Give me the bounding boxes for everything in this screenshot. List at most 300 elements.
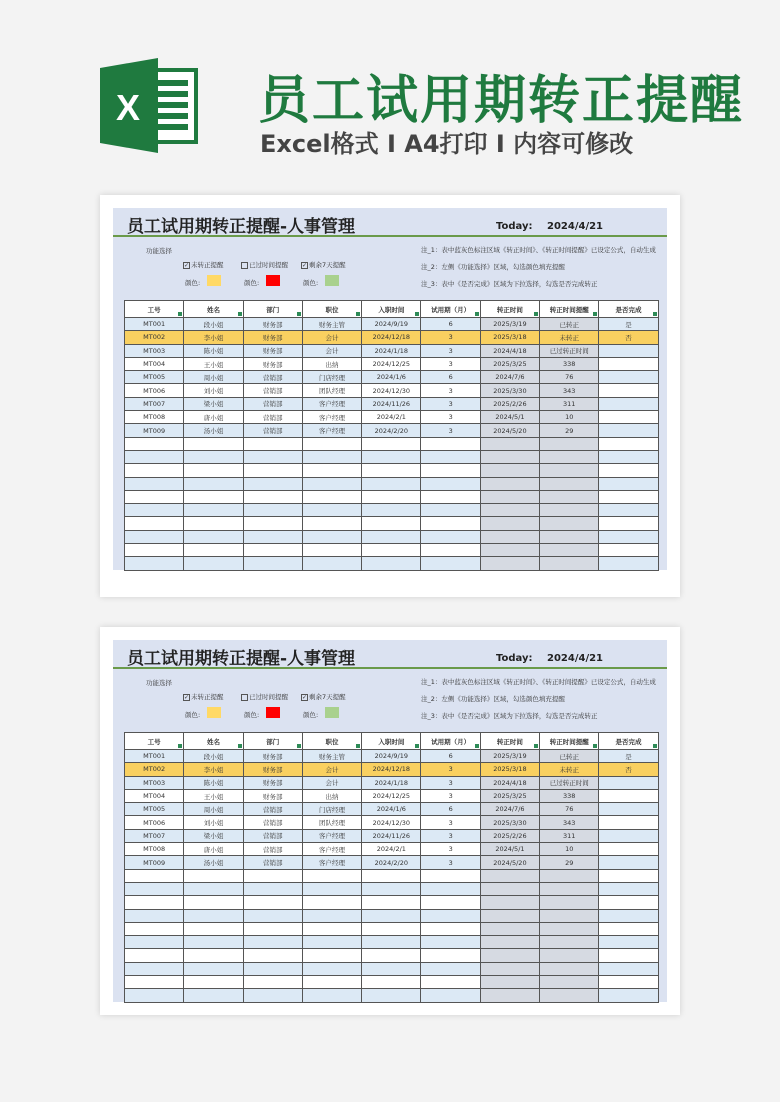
table-cell[interactable]: 3 [421, 397, 480, 410]
table-cell[interactable] [184, 477, 243, 490]
table-cell[interactable] [243, 464, 302, 477]
table-cell[interactable]: 客户经理 [302, 397, 361, 410]
table-cell[interactable] [362, 557, 421, 570]
table-cell[interactable] [540, 962, 599, 975]
table-cell[interactable] [243, 909, 302, 922]
table-cell[interactable] [480, 557, 539, 570]
table-cell[interactable] [302, 896, 361, 909]
table-cell[interactable] [599, 949, 658, 962]
table-cell[interactable] [125, 530, 184, 543]
table-cell[interactable]: 2024/2/20 [362, 424, 421, 437]
table-cell[interactable] [599, 504, 658, 517]
table-cell[interactable] [184, 989, 243, 1002]
table-cell[interactable]: 3 [421, 843, 480, 856]
table-cell[interactable] [302, 962, 361, 975]
table-cell[interactable]: 2024/5/20 [480, 856, 539, 869]
table-cell[interactable] [599, 530, 658, 543]
table-cell[interactable]: 是 [599, 318, 658, 331]
table-cell[interactable]: 否 [599, 331, 658, 344]
table-cell[interactable]: 6 [421, 803, 480, 816]
table-cell[interactable] [599, 490, 658, 503]
table-cell[interactable] [243, 949, 302, 962]
table-cell[interactable] [599, 803, 658, 816]
column-header[interactable] [184, 733, 243, 750]
table-cell[interactable] [599, 371, 658, 384]
table-cell[interactable] [302, 909, 361, 922]
table-cell[interactable]: 唐小姐 [184, 843, 243, 856]
table-cell[interactable] [125, 437, 184, 450]
column-header[interactable] [480, 301, 539, 318]
table-cell[interactable]: 311 [540, 397, 599, 410]
table-cell[interactable] [421, 936, 480, 949]
table-cell[interactable] [599, 936, 658, 949]
table-cell[interactable]: 营销部 [243, 803, 302, 816]
table-cell[interactable]: 团队经理 [302, 816, 361, 829]
table-cell[interactable] [480, 936, 539, 949]
table-cell[interactable] [421, 869, 480, 882]
table-cell[interactable] [125, 949, 184, 962]
column-header[interactable] [362, 733, 421, 750]
table-cell[interactable]: MT001 [125, 750, 184, 763]
table-cell[interactable]: 343 [540, 384, 599, 397]
table-cell[interactable] [599, 829, 658, 842]
filter-dropdown-icon[interactable] [534, 744, 538, 748]
table-cell[interactable] [125, 976, 184, 989]
table-cell[interactable]: 2024/7/6 [480, 371, 539, 384]
table-cell[interactable]: 营销部 [243, 843, 302, 856]
table-cell[interactable] [243, 557, 302, 570]
table-cell[interactable]: 王小姐 [184, 789, 243, 802]
column-header[interactable] [421, 733, 480, 750]
table-cell[interactable]: 2024/11/26 [362, 829, 421, 842]
table-cell[interactable]: 梁小姐 [184, 397, 243, 410]
table-cell[interactable]: 出纳 [302, 357, 361, 370]
table-cell[interactable]: MT002 [125, 763, 184, 776]
filter-dropdown-icon[interactable] [534, 312, 538, 316]
option-checkbox[interactable]: ✓ 未转正提醒 [184, 261, 224, 269]
table-cell[interactable]: 李小姐 [184, 331, 243, 344]
table-cell[interactable] [480, 530, 539, 543]
table-cell[interactable]: 财务部 [243, 344, 302, 357]
table-cell[interactable]: 2024/4/18 [480, 776, 539, 789]
table-cell[interactable] [599, 843, 658, 856]
option-checkbox[interactable]: ✓ 未转正提醒 [184, 693, 224, 701]
table-cell[interactable]: 2024/9/19 [362, 750, 421, 763]
table-cell[interactable]: MT005 [125, 371, 184, 384]
table-cell[interactable]: 财务部 [243, 357, 302, 370]
table-cell[interactable] [599, 989, 658, 1002]
table-cell[interactable]: 10 [540, 843, 599, 856]
table-cell[interactable] [302, 976, 361, 989]
table-cell[interactable] [599, 896, 658, 909]
table-cell[interactable]: 2024/7/6 [480, 803, 539, 816]
table-cell[interactable]: 营销部 [243, 384, 302, 397]
table-cell[interactable]: 2025/3/25 [480, 789, 539, 802]
table-cell[interactable] [302, 464, 361, 477]
table-cell[interactable]: 财务部 [243, 776, 302, 789]
table-cell[interactable] [362, 490, 421, 503]
table-cell[interactable]: 2024/1/18 [362, 344, 421, 357]
table-cell[interactable]: 3 [421, 776, 480, 789]
table-cell[interactable] [480, 869, 539, 882]
table-cell[interactable] [302, 504, 361, 517]
table-cell[interactable] [243, 882, 302, 895]
table-cell[interactable] [540, 464, 599, 477]
table-cell[interactable] [480, 437, 539, 450]
table-cell[interactable]: 刘小姐 [184, 384, 243, 397]
table-cell[interactable]: 财务主管 [302, 750, 361, 763]
table-cell[interactable]: 是 [599, 750, 658, 763]
table-cell[interactable] [540, 896, 599, 909]
column-header[interactable] [540, 733, 599, 750]
table-cell[interactable] [362, 464, 421, 477]
table-cell[interactable] [480, 949, 539, 962]
table-cell[interactable]: 2024/12/18 [362, 331, 421, 344]
table-cell[interactable] [184, 530, 243, 543]
table-cell[interactable]: 2025/3/30 [480, 816, 539, 829]
table-cell[interactable]: 客户经理 [302, 829, 361, 842]
table-cell[interactable]: 已转正 [540, 750, 599, 763]
table-cell[interactable] [125, 557, 184, 570]
table-cell[interactable]: 338 [540, 789, 599, 802]
table-cell[interactable] [243, 477, 302, 490]
table-cell[interactable]: 团队经理 [302, 384, 361, 397]
table-cell[interactable]: MT004 [125, 357, 184, 370]
table-cell[interactable]: MT004 [125, 789, 184, 802]
table-cell[interactable]: 2024/2/1 [362, 843, 421, 856]
table-cell[interactable] [362, 437, 421, 450]
checkbox-icon[interactable] [241, 262, 248, 269]
table-cell[interactable]: 6 [421, 318, 480, 331]
table-cell[interactable]: 2024/1/6 [362, 803, 421, 816]
table-cell[interactable] [480, 962, 539, 975]
table-cell[interactable] [302, 490, 361, 503]
column-header[interactable] [243, 301, 302, 318]
table-cell[interactable] [599, 477, 658, 490]
filter-dropdown-icon[interactable] [415, 312, 419, 316]
column-header[interactable] [184, 301, 243, 318]
column-header[interactable] [125, 733, 184, 750]
table-cell[interactable]: MT002 [125, 331, 184, 344]
table-cell[interactable] [125, 869, 184, 882]
table-cell[interactable]: 门店经理 [302, 803, 361, 816]
table-cell[interactable]: 311 [540, 829, 599, 842]
table-cell[interactable] [599, 517, 658, 530]
table-cell[interactable] [184, 909, 243, 922]
table-cell[interactable] [480, 976, 539, 989]
table-cell[interactable]: 会计 [302, 776, 361, 789]
table-cell[interactable] [540, 450, 599, 463]
table-cell[interactable] [243, 989, 302, 1002]
table-cell[interactable]: 2025/3/19 [480, 750, 539, 763]
table-cell[interactable] [421, 530, 480, 543]
filter-dropdown-icon[interactable] [238, 744, 242, 748]
table-cell[interactable]: 3 [421, 829, 480, 842]
table-cell[interactable] [362, 530, 421, 543]
filter-dropdown-icon[interactable] [653, 744, 657, 748]
table-cell[interactable] [599, 776, 658, 789]
table-cell[interactable] [362, 976, 421, 989]
table-cell[interactable] [599, 397, 658, 410]
table-cell[interactable] [243, 437, 302, 450]
table-cell[interactable]: 营销部 [243, 397, 302, 410]
table-cell[interactable]: 财务部 [243, 763, 302, 776]
column-header[interactable] [302, 301, 361, 318]
table-cell[interactable] [599, 450, 658, 463]
table-cell[interactable] [480, 544, 539, 557]
filter-dropdown-icon[interactable] [297, 744, 301, 748]
table-cell[interactable] [243, 922, 302, 935]
table-cell[interactable] [540, 437, 599, 450]
table-cell[interactable] [243, 517, 302, 530]
table-cell[interactable] [302, 517, 361, 530]
table-cell[interactable] [540, 490, 599, 503]
table-cell[interactable] [302, 544, 361, 557]
table-cell[interactable] [540, 557, 599, 570]
table-cell[interactable] [362, 922, 421, 935]
table-cell[interactable]: MT007 [125, 397, 184, 410]
table-cell[interactable] [540, 949, 599, 962]
table-cell[interactable] [421, 909, 480, 922]
table-cell[interactable] [421, 450, 480, 463]
filter-dropdown-icon[interactable] [593, 312, 597, 316]
table-cell[interactable]: 2024/12/25 [362, 789, 421, 802]
table-cell[interactable] [184, 517, 243, 530]
table-cell[interactable]: 段小姐 [184, 750, 243, 763]
table-cell[interactable] [125, 896, 184, 909]
table-cell[interactable] [421, 490, 480, 503]
table-cell[interactable] [599, 344, 658, 357]
table-cell[interactable] [599, 962, 658, 975]
checkbox-icon[interactable]: ✓ [184, 693, 190, 701]
table-cell[interactable] [184, 437, 243, 450]
table-cell[interactable] [480, 490, 539, 503]
table-cell[interactable] [302, 437, 361, 450]
option-checkbox[interactable]: ✓ 剩余7天提醒 [302, 261, 346, 269]
table-cell[interactable]: 3 [421, 384, 480, 397]
table-cell[interactable] [599, 909, 658, 922]
column-header[interactable] [125, 301, 184, 318]
table-cell[interactable] [362, 477, 421, 490]
table-cell[interactable] [362, 504, 421, 517]
table-cell[interactable] [540, 936, 599, 949]
table-cell[interactable]: 2025/3/18 [480, 331, 539, 344]
table-cell[interactable] [362, 936, 421, 949]
column-header[interactable] [421, 301, 480, 318]
table-cell[interactable]: 营销部 [243, 829, 302, 842]
table-cell[interactable]: 营销部 [243, 816, 302, 829]
table-cell[interactable] [480, 896, 539, 909]
table-cell[interactable] [362, 896, 421, 909]
table-cell[interactable]: 陈小姐 [184, 776, 243, 789]
table-cell[interactable] [362, 989, 421, 1002]
table-cell[interactable]: 2024/1/18 [362, 776, 421, 789]
table-cell[interactable] [599, 856, 658, 869]
table-cell[interactable]: MT009 [125, 856, 184, 869]
table-cell[interactable] [125, 909, 184, 922]
option-checkbox[interactable]: ✓ 剩余7天提醒 [302, 693, 346, 701]
table-cell[interactable] [243, 530, 302, 543]
table-cell[interactable]: 3 [421, 763, 480, 776]
table-cell[interactable] [243, 936, 302, 949]
table-cell[interactable]: 会计 [302, 763, 361, 776]
table-cell[interactable] [480, 450, 539, 463]
table-cell[interactable]: MT009 [125, 424, 184, 437]
table-cell[interactable] [599, 816, 658, 829]
table-cell[interactable]: 财务部 [243, 789, 302, 802]
filter-dropdown-icon[interactable] [178, 744, 182, 748]
table-cell[interactable] [421, 989, 480, 1002]
table-cell[interactable] [421, 922, 480, 935]
column-header[interactable] [480, 733, 539, 750]
table-cell[interactable]: 2024/5/20 [480, 424, 539, 437]
table-cell[interactable]: 已转正 [540, 318, 599, 331]
table-cell[interactable] [184, 976, 243, 989]
table-cell[interactable]: 2024/11/26 [362, 397, 421, 410]
table-cell[interactable] [184, 936, 243, 949]
filter-dropdown-icon[interactable] [475, 312, 479, 316]
table-cell[interactable]: 李小姐 [184, 763, 243, 776]
table-cell[interactable]: 陈小姐 [184, 344, 243, 357]
table-cell[interactable]: 6 [421, 750, 480, 763]
table-cell[interactable] [540, 544, 599, 557]
checkbox-icon[interactable]: ✓ [302, 693, 308, 701]
table-cell[interactable] [362, 450, 421, 463]
table-cell[interactable]: MT007 [125, 829, 184, 842]
table-cell[interactable] [243, 962, 302, 975]
table-cell[interactable]: 已过转正时间 [540, 776, 599, 789]
table-cell[interactable] [540, 504, 599, 517]
table-cell[interactable] [302, 882, 361, 895]
table-cell[interactable] [243, 896, 302, 909]
table-cell[interactable] [184, 896, 243, 909]
table-cell[interactable] [125, 882, 184, 895]
table-cell[interactable]: 2025/2/26 [480, 397, 539, 410]
table-cell[interactable]: 营销部 [243, 411, 302, 424]
table-cell[interactable] [480, 922, 539, 935]
table-cell[interactable]: 客户经理 [302, 411, 361, 424]
table-cell[interactable] [125, 450, 184, 463]
table-cell[interactable] [540, 882, 599, 895]
table-cell[interactable] [421, 437, 480, 450]
table-cell[interactable]: 3 [421, 357, 480, 370]
table-cell[interactable] [302, 922, 361, 935]
table-cell[interactable] [125, 989, 184, 1002]
table-cell[interactable]: MT006 [125, 384, 184, 397]
table-cell[interactable]: MT005 [125, 803, 184, 816]
table-cell[interactable]: 客户经理 [302, 856, 361, 869]
table-cell[interactable] [302, 949, 361, 962]
table-cell[interactable] [184, 962, 243, 975]
table-cell[interactable] [125, 544, 184, 557]
table-cell[interactable]: 梁小姐 [184, 829, 243, 842]
table-cell[interactable]: 门店经理 [302, 371, 361, 384]
table-cell[interactable] [599, 357, 658, 370]
column-header[interactable] [599, 301, 658, 318]
table-cell[interactable]: 2025/3/18 [480, 763, 539, 776]
table-cell[interactable] [184, 922, 243, 935]
table-cell[interactable]: 2024/12/30 [362, 816, 421, 829]
table-cell[interactable] [421, 504, 480, 517]
table-cell[interactable] [540, 530, 599, 543]
table-cell[interactable]: 段小姐 [184, 318, 243, 331]
table-cell[interactable] [480, 989, 539, 1002]
table-cell[interactable] [599, 557, 658, 570]
table-cell[interactable]: 3 [421, 424, 480, 437]
table-cell[interactable]: 出纳 [302, 789, 361, 802]
table-cell[interactable] [302, 477, 361, 490]
table-cell[interactable]: 营销部 [243, 424, 302, 437]
table-cell[interactable] [125, 517, 184, 530]
table-cell[interactable]: 2024/1/6 [362, 371, 421, 384]
table-cell[interactable] [125, 477, 184, 490]
table-cell[interactable] [184, 882, 243, 895]
table-cell[interactable] [421, 544, 480, 557]
table-cell[interactable] [362, 869, 421, 882]
table-cell[interactable] [362, 949, 421, 962]
table-cell[interactable]: 周小姐 [184, 803, 243, 816]
table-cell[interactable] [362, 909, 421, 922]
table-cell[interactable]: 财务主管 [302, 318, 361, 331]
table-cell[interactable] [302, 557, 361, 570]
table-cell[interactable]: 唐小姐 [184, 411, 243, 424]
table-cell[interactable] [125, 464, 184, 477]
filter-dropdown-icon[interactable] [593, 744, 597, 748]
table-cell[interactable] [125, 962, 184, 975]
table-cell[interactable]: 刘小姐 [184, 816, 243, 829]
filter-dropdown-icon[interactable] [178, 312, 182, 316]
table-cell[interactable]: 周小姐 [184, 371, 243, 384]
filter-dropdown-icon[interactable] [475, 744, 479, 748]
table-cell[interactable]: 财务部 [243, 750, 302, 763]
table-cell[interactable] [125, 922, 184, 935]
table-cell[interactable] [540, 976, 599, 989]
column-header[interactable] [362, 301, 421, 318]
table-cell[interactable] [243, 869, 302, 882]
table-cell[interactable] [184, 490, 243, 503]
table-cell[interactable] [302, 530, 361, 543]
table-cell[interactable] [599, 882, 658, 895]
table-cell[interactable] [421, 557, 480, 570]
table-cell[interactable]: 客户经理 [302, 424, 361, 437]
table-cell[interactable] [184, 557, 243, 570]
table-cell[interactable] [599, 869, 658, 882]
table-cell[interactable] [540, 909, 599, 922]
table-cell[interactable] [125, 490, 184, 503]
column-header[interactable] [243, 733, 302, 750]
table-cell[interactable] [421, 882, 480, 895]
column-header[interactable] [540, 301, 599, 318]
table-cell[interactable]: 76 [540, 803, 599, 816]
table-cell[interactable] [480, 464, 539, 477]
table-cell[interactable]: 否 [599, 763, 658, 776]
table-cell[interactable]: 2024/5/1 [480, 843, 539, 856]
table-cell[interactable]: MT001 [125, 318, 184, 331]
table-cell[interactable]: 财务部 [243, 318, 302, 331]
table-cell[interactable]: 343 [540, 816, 599, 829]
table-cell[interactable] [540, 517, 599, 530]
table-cell[interactable] [362, 882, 421, 895]
table-cell[interactable] [184, 450, 243, 463]
table-cell[interactable]: 2025/2/26 [480, 829, 539, 842]
table-cell[interactable]: 会计 [302, 331, 361, 344]
checkbox-icon[interactable]: ✓ [302, 261, 308, 269]
table-cell[interactable] [184, 504, 243, 517]
table-cell[interactable] [184, 464, 243, 477]
table-cell[interactable] [540, 989, 599, 1002]
table-cell[interactable] [421, 949, 480, 962]
table-cell[interactable]: 338 [540, 357, 599, 370]
